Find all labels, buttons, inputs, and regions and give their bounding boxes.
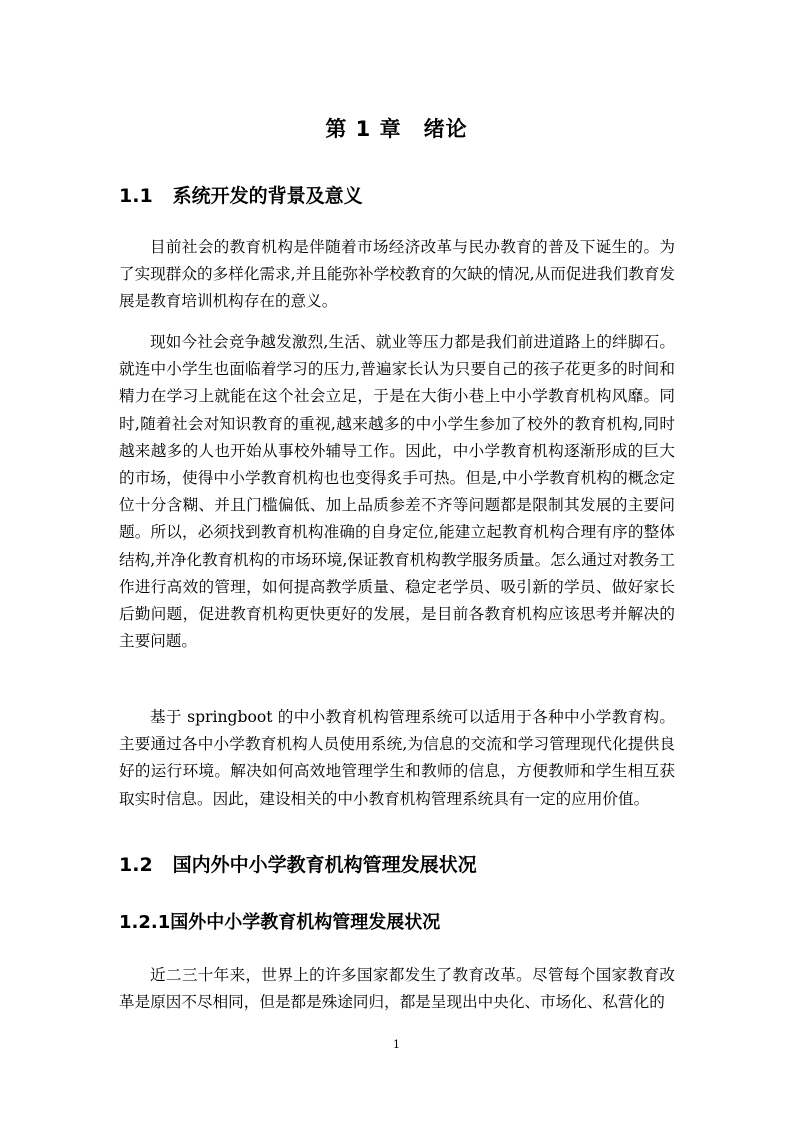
paragraph-background-2: 现如今社会竞争越发激烈,生活、就业等压力都是我们前进道路上的绊脚石。就连中小学生也面临着学习的压力,普遍家长认为只要自己的孩子花更多的时间和精力在学习上就能在这个社会立足，于是在大街小巷上中小学教育机构风靡。同时,随着社会对知识教育的重视,越来越多的中小学生参加了校外的教育机构,同时越来越多的人也开始从事校外辅导工作。因此，中小学教育机构逐渐形成的巨大的市场，使得中小学教育机构也也变得炙手可热。但是,中小学教育机构的概念定位十分含糊、并且门槛偏低、加上品质参差不齐等问题都是限制其发展的主要问题。所以，必须找到教育机构准确的自身定位,能建立起教育机构合理有序的整体结构,并净化教育机构的市场环境,保证教育机构教学服务质量。怎么通过对教务工作进行高效的管理，如何提高教学质量、稳定老学员、吸引新的学员、做好家长后勤问题，促进教育机构更快更好的发展，是目前各教育机构应该思考并解决的主要问题。 bbox=[119, 333, 675, 651]
section-number: 1.1 bbox=[119, 185, 153, 207]
paragraph-background-1: 目前社会的教育机构是伴随着市场经济改革与民办教育的普及下诞生的。为了实现群众的多样化需求,并且能弥补学校教育的欠缺的情况,从而促进我们教育发展是教育培训机构存在的意义。 bbox=[119, 238, 675, 311]
chapter-name: 绪论 bbox=[423, 117, 468, 141]
section-title: 系统开发的背景及意义 bbox=[172, 185, 363, 207]
subsection-number: 1.2.1 bbox=[119, 912, 171, 933]
subsection-title: 国外中小学教育机构管理发展状况 bbox=[170, 912, 441, 933]
subsection-heading-1-2-1 bbox=[119, 908, 440, 934]
paragraph-foreign-status: 近二三十年来，世界上的许多国家都发生了教育改革。尽管每个国家教育改革是原因不尽相同，但是都是殊途同归，都是呈现出中央化、市场化、私营化的 bbox=[119, 966, 675, 1012]
page-number: 1 bbox=[393, 1038, 400, 1051]
section-number: 1.2 bbox=[119, 854, 153, 876]
paragraph-background-3: 基于 springboot 的中小教育机构管理系统可以适用于各种中小学教育构。主要通过各中小学教育机构人员使用系统,为信息的交流和学习管理现代化提供良好的运行环境。解决如何高效地管理学生和教师的信息，方便教师和学生相互获取实时信息。因此，建设相关的中小教育机构管理系统具有一定的应用价值。 bbox=[119, 708, 675, 808]
section-heading-1-2 bbox=[119, 850, 477, 877]
section-heading-1-1 bbox=[119, 181, 363, 208]
section-title: 国内外中小学教育机构管理发展状况 bbox=[172, 854, 477, 876]
chapter-title bbox=[0, 113, 793, 143]
chapter-number: 第 1 章 bbox=[325, 117, 402, 141]
